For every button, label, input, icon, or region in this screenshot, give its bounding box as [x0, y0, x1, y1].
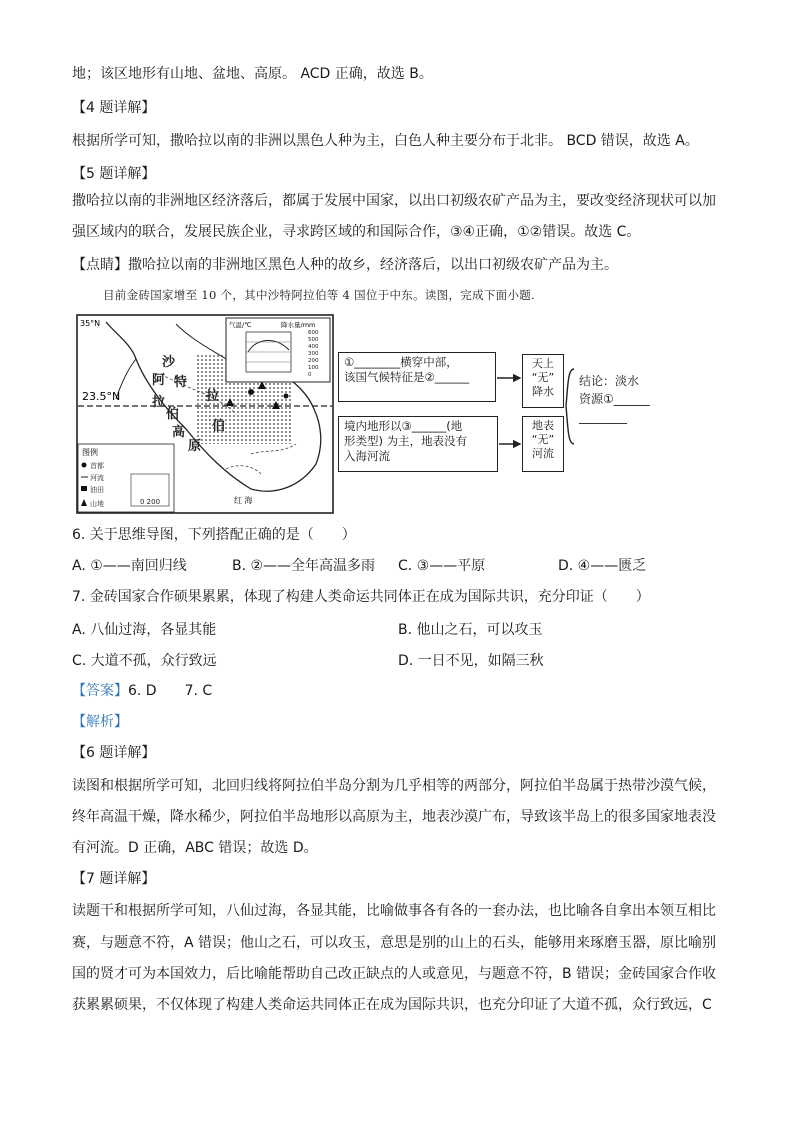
question-figure: [76, 314, 716, 514]
q6-option-b: B. ②——全年高温多雨: [232, 558, 376, 574]
tip-line: 【点睛】撒哈拉以南的非洲地区黑色人种的故乡，经济落后，以出口初级农矿产品为主。: [72, 257, 618, 273]
map-label: 沙: [162, 355, 176, 370]
section-heading: 【5 题详解】: [72, 166, 156, 182]
q6-option-a: A. ①——南回归线: [72, 558, 187, 574]
text-line: 地；该区地形有山地、盆地、高原。 ACD 正确，故选 B。: [72, 66, 433, 82]
section-heading: 【7 题详解】: [72, 871, 156, 887]
map-label: 特: [174, 375, 188, 390]
tropic-label: 23.5°N: [82, 390, 121, 403]
chart-left-label: 气温/℃: [229, 321, 252, 329]
legend-item: 山地: [90, 500, 104, 508]
answer-text: 6. D 7. C: [128, 683, 213, 699]
q7-option-d: D. 一日不见，如隔三秋: [398, 653, 544, 669]
map-label: 拉: [152, 395, 166, 410]
question-7-stem: 7. 金砖国家合作硕果累累，体现了构建人类命运共同体正在成为国际共识，充分印证（ ）: [72, 589, 650, 605]
text-line: 读图和根据所学可知，北回归线将阿拉伯半岛分割为几乎相等的两部分，阿拉伯半岛属于热带沙漠气候，: [72, 778, 716, 794]
text-line: 终年高温干燥，降水稀少，阿拉伯半岛地形以高原为主，地表沙漠广布，导致该半岛上的很多国家地表没: [72, 809, 716, 825]
text-line: 强区域内的联合，发展民族企业，寻求跨区域的和国际合作，③④正确，①②错误。故选 C。: [72, 224, 641, 240]
map-label: 伯: [166, 407, 180, 422]
mindmap-box-river: 地表 “无” 河流: [522, 416, 564, 472]
answer-label: 【答案】: [72, 683, 128, 699]
legend-title: 图例: [82, 448, 98, 457]
chart-right-label: 降水量/mm: [281, 321, 316, 329]
question-intro: 目前金砖国家增至 10 个，其中沙特阿拉伯等 4 国位于中东。读图，完成下面小题.: [103, 288, 536, 302]
chart-tick: 0: [308, 372, 312, 378]
analysis-label: 【解析】: [72, 714, 128, 730]
q7-option-b: B. 他山之石，可以攻玉: [398, 622, 543, 638]
text-line: 获累累硕果，不仅体现了构建人类命运共同体正在成为国际共识，也充分印证了大道不孤，众行致远，C: [72, 997, 712, 1013]
chart-tick: 100: [308, 365, 319, 371]
answer-line: [72, 681, 212, 701]
mindmap-conclusion: 结论：淡水 资源①______ ________: [574, 370, 656, 440]
chart-tick: 600: [308, 330, 319, 336]
map-label: 高: [172, 425, 186, 440]
q6-option-d: D. ④——匮乏: [558, 558, 647, 574]
map-label: 伯: [212, 419, 226, 434]
q7-option-c: C. 大道不孤，众行致远: [72, 653, 217, 669]
q6-option-c: C. ③——平原: [398, 558, 486, 574]
mindmap-box-climate: ①________横穿中部， 该国气候特征是②______: [338, 352, 496, 402]
arabian-peninsula-map: [76, 314, 334, 514]
chart-tick: 200: [308, 358, 319, 364]
map-label: 阿: [152, 373, 166, 388]
scale-label: 0 200: [140, 498, 161, 506]
text-line: 撒哈拉以南的非洲地区经济落后，都属于发展中国家，以出口初级农矿产品为主，要改变经济现状可以加: [72, 193, 716, 209]
legend-item: 油田: [90, 486, 104, 494]
text-line: 国的贤才可为本国效力，后比喻能帮助自己改正缺点的人或意见，与题意不符，B 错误；金砖国家合作收: [72, 966, 717, 982]
text-line: 根据所学可知，撒哈拉以南的非洲以黑色人种为主，白色人种主要分布于北非。 BCD 错误，故选 A。: [72, 133, 699, 149]
section-heading: 【6 题详解】: [72, 745, 156, 761]
sea-label: 红 海: [234, 496, 253, 505]
mindmap-box-rain: 天上 “无” 降水: [522, 354, 564, 408]
text-line: 赛，与题意不符，A 错误；他山之石，可以攻玉，意思是别的山上的石头，能够用来琢磨玉器，原比喻别: [72, 935, 717, 951]
text-line: 读题干和根据所学可知，八仙过海，各显其能，比喻做事各有各的一套办法，也比喻各自拿出本领互相比: [72, 903, 716, 919]
q7-option-a: A. 八仙过海，各显其能: [72, 622, 217, 638]
legend-item: 首都: [90, 462, 104, 470]
section-heading: 【4 题详解】: [72, 100, 156, 116]
chart-tick: 400: [308, 344, 319, 350]
legend-item: 河流: [90, 474, 104, 482]
chart-tick: 500: [308, 337, 319, 343]
corner-label: 35°N: [80, 319, 101, 328]
question-6-stem: 6. 关于思维导图，下列搭配正确的是（ ）: [72, 527, 356, 543]
text-line: 有河流。D 正确，ABC 错误；故选 D。: [72, 840, 318, 856]
map-label: 原: [188, 439, 202, 454]
map-label: 拉: [206, 389, 220, 404]
chart-tick: 300: [308, 351, 319, 357]
mindmap-box-terrain: 境内地形以③______(地 形类型) 为主，地表没有 入海河流: [338, 416, 498, 472]
